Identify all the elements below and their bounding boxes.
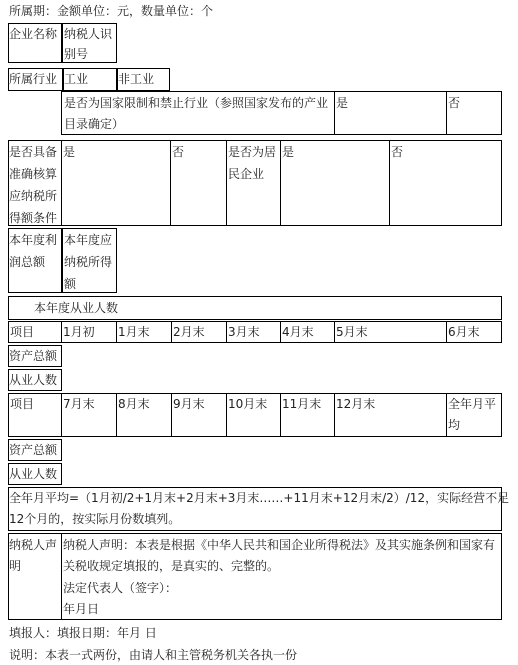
accurate-label-line2: 准确核算 — [9, 167, 58, 181]
taxable-income-label-line2: 纳税所得 — [64, 255, 113, 269]
accurate-label-line1: 是否具备 — [9, 145, 58, 159]
table-b-col-dec-end: 12月末 — [336, 397, 376, 411]
taxable-income-label-line1: 本年度应 — [64, 233, 113, 247]
table-b-assets-label: 资产总额 — [9, 443, 58, 457]
industrial-option: 工业 — [64, 72, 89, 86]
accurate-label-line3: 应纳税所 — [9, 189, 58, 203]
declaration-date: 年月日 — [63, 602, 100, 616]
accurate-no: 否 — [172, 145, 185, 159]
accurate-yes: 是 — [63, 145, 76, 159]
table-b-col-sep-end: 9月末 — [173, 397, 205, 411]
company-name-label: 企业名称 — [9, 27, 58, 41]
employees-label: 本年度从业人数 — [34, 301, 119, 315]
table-a-assets-label: 资产总额 — [9, 349, 58, 363]
table-b-col-oct-end: 10月末 — [228, 397, 268, 411]
table-a-col-may-end: 5月末 — [336, 325, 368, 339]
table-a-col-jan-end: 1月末 — [118, 325, 150, 339]
resident-question-line2: 民企业 — [228, 167, 265, 181]
restricted-industry-question-line2: 目录确定） — [64, 117, 125, 131]
footer-note: 说明：本表一式两份，由请人和主管税务机关各执一份 — [9, 648, 298, 662]
period-unit-line: 所属期：金额单位：元，数量单位：个 — [9, 4, 214, 18]
taxable-income-label-line3: 额 — [64, 277, 77, 291]
profit-label-line2: 润总额 — [9, 255, 46, 269]
declaration-text-line2: 关税收规定填报的，是真实的、完整的。 — [63, 559, 280, 573]
restricted-industry-question-line1: 是否为国家限制和禁止行业（参照国家发布的产业 — [64, 96, 329, 110]
restricted-no: 否 — [448, 96, 461, 110]
accurate-label-line4: 得额条件 — [9, 211, 58, 225]
formula-line2: 12个月的，按实际月份数填列。 — [9, 512, 181, 526]
resident-yes: 是 — [282, 145, 295, 159]
resident-no: 否 — [391, 145, 404, 159]
declaration-text-line1: 纳税人声明：本表是根据《中华人民共和国企业所得税法》及其实施条例和国家有 — [63, 538, 496, 552]
declaration-label-line2: 明 — [9, 559, 22, 573]
table-a-col-mar-end: 3月末 — [228, 325, 260, 339]
taxpayer-id-label-line1: 纳税人识 — [64, 27, 113, 41]
table-b-col-annual-avg-line2: 均 — [448, 418, 461, 432]
formula-line1: 全年月平均=（1月初/2+1月末+2月末+3月末……+11月末+12月末/2）/12，实际经营不足 — [9, 491, 510, 505]
table-a-col-apr-end: 4月末 — [282, 325, 314, 339]
profit-label-line1: 本年度利 — [9, 233, 58, 247]
table-a-employees-label: 从业人数 — [9, 373, 58, 387]
table-b-col-item: 项目 — [10, 397, 35, 411]
restricted-yes: 是 — [336, 96, 349, 110]
table-b-col-jul-end: 7月末 — [63, 397, 95, 411]
industry-label: 所属行业 — [9, 72, 58, 86]
table-b-employees-label: 从业人数 — [9, 467, 58, 481]
declaration-label-line1: 纳税人声 — [9, 538, 58, 552]
table-a-col-jun-end: 6月末 — [448, 325, 480, 339]
table-a-col-feb-end: 2月末 — [173, 325, 205, 339]
table-b-col-annual-avg-line1: 全年月平 — [448, 397, 497, 411]
filler-and-date: 填报人：填报日期：年月 日 — [9, 626, 157, 640]
table-b-col-aug-end: 8月末 — [118, 397, 150, 411]
table-b-col-nov-end: 11月末 — [282, 397, 322, 411]
resident-question-line1: 是否为居 — [228, 145, 277, 159]
table-a-col-item: 项目 — [10, 325, 35, 339]
taxpayer-id-label-line2: 别号 — [64, 47, 89, 61]
non-industrial-option: 非工业 — [118, 72, 155, 86]
table-a-col-jan-start: 1月初 — [63, 325, 95, 339]
legal-rep-signature-label: 法定代表人（签字）： — [63, 581, 178, 595]
